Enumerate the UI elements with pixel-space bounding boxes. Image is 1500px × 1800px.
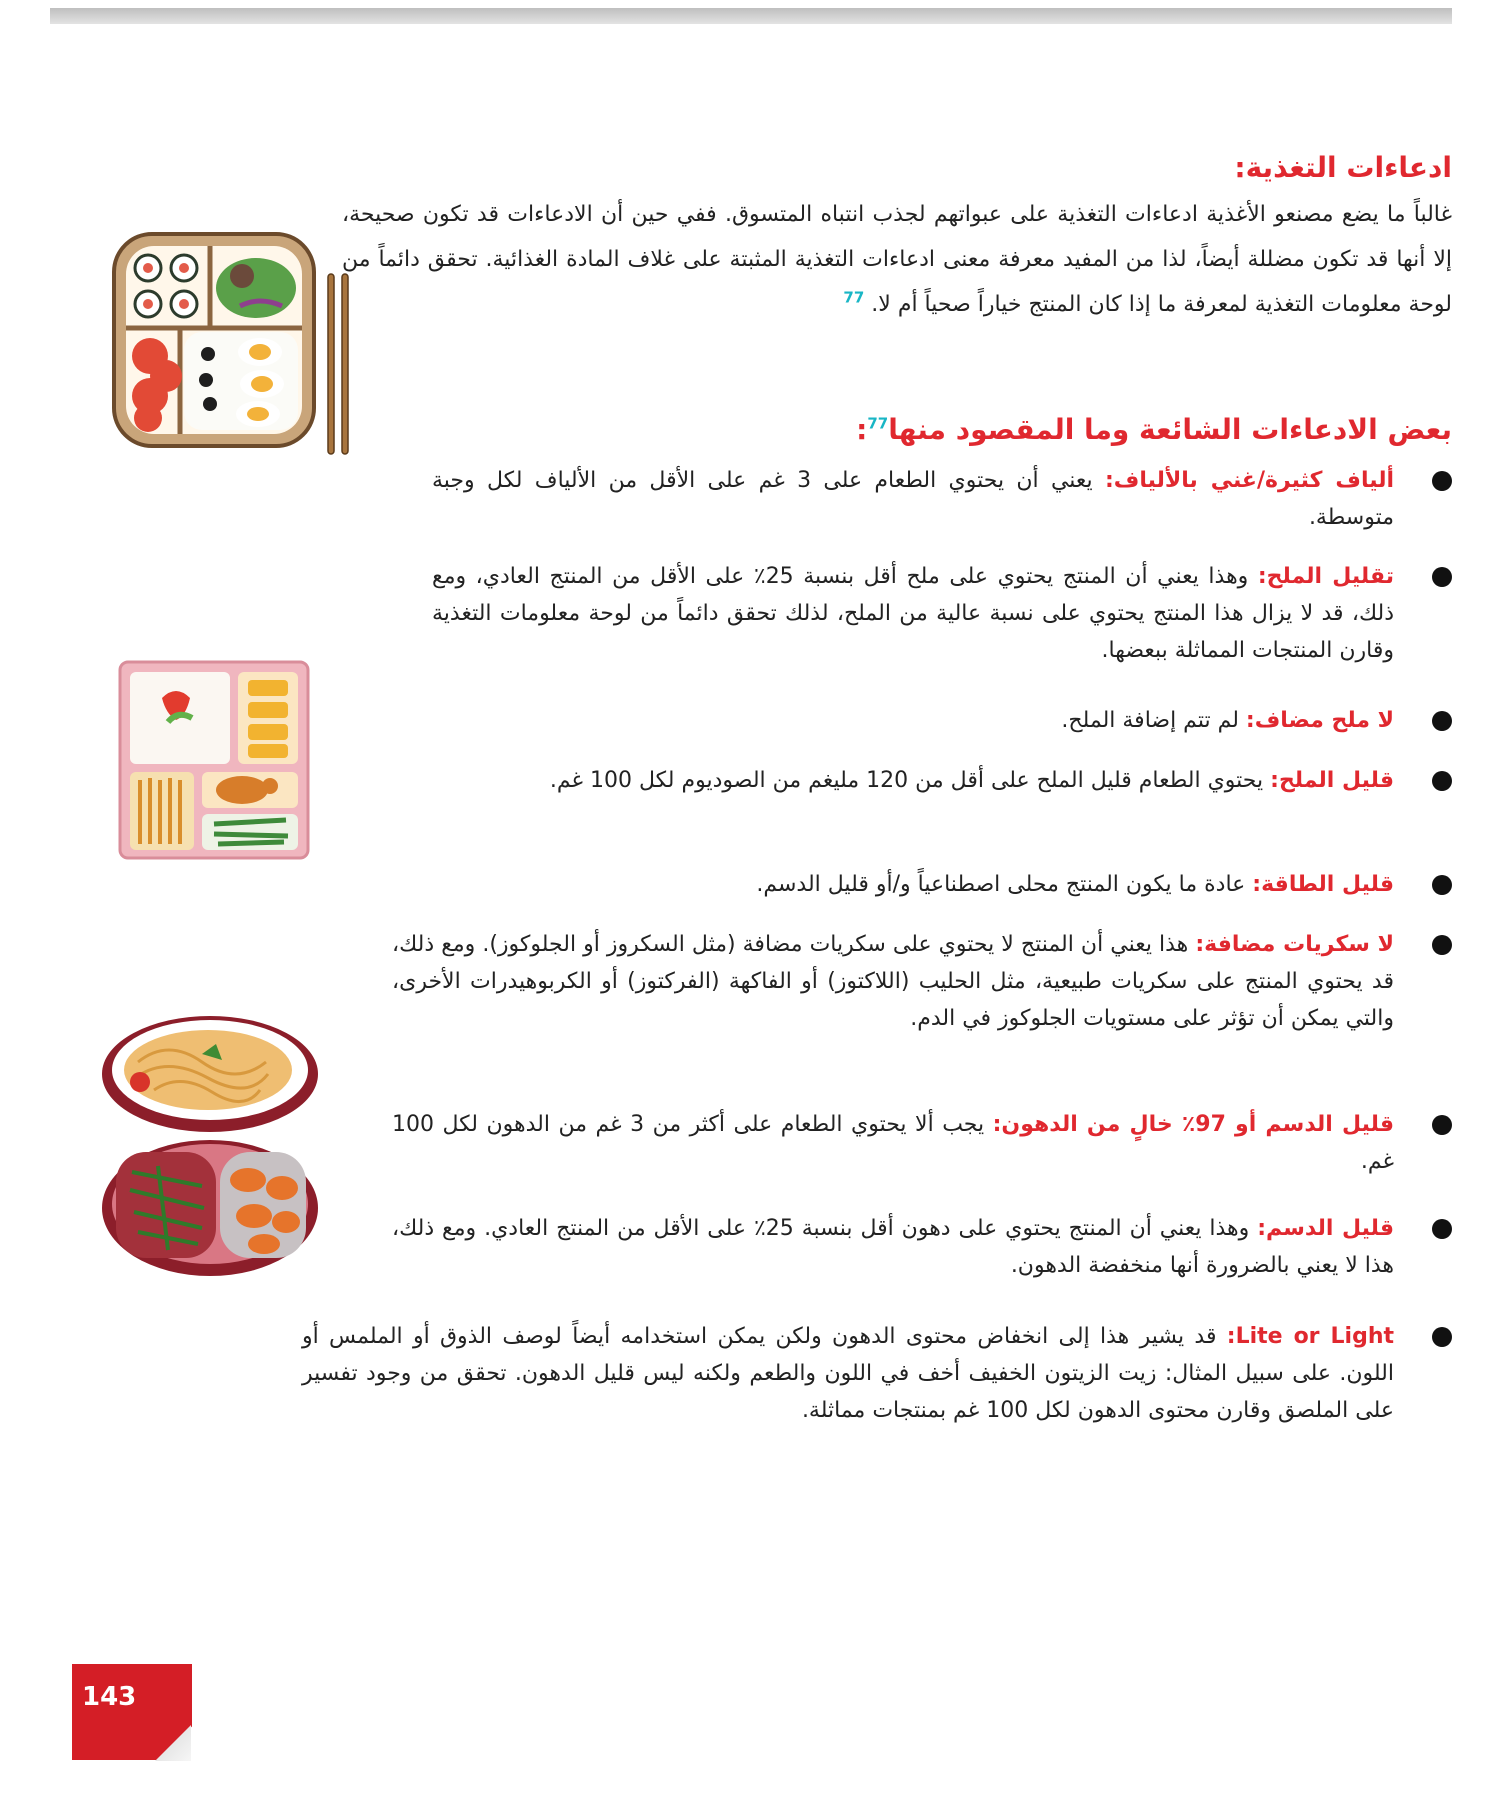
claim-text <box>432 558 1394 669</box>
claim-text <box>432 702 1394 739</box>
bullet-icon <box>1432 935 1452 955</box>
list-item <box>432 462 1452 536</box>
claim-description: وهذا يعني أن المنتج يحتوي على دهون أقل بنسبة 25٪ على الأقل من المنتج العادي. ومع ذلك، هذا لا يعني بالضرورة أنها منخفضة الدهون. <box>392 1216 1394 1278</box>
bullet-icon <box>1432 1327 1452 1347</box>
claim-term: لا ملح مضاف: <box>1245 708 1394 733</box>
claim-term: قليل الملح: <box>1270 768 1394 793</box>
list-item <box>392 1106 1452 1180</box>
list-item <box>302 1318 1452 1429</box>
pink-lunch-box-illustration <box>118 660 310 860</box>
claim-description: لم تتم إضافة الملح. <box>1061 708 1239 733</box>
claim-term: قليل الطاقة: <box>1252 872 1394 897</box>
claim-term: لا سكريات مضافة: <box>1195 932 1394 957</box>
page-number: 143 <box>82 1682 137 1712</box>
section-title-text: بعض الادعاءات الشائعة وما المقصود منها <box>888 413 1452 446</box>
claim-text <box>302 1318 1394 1429</box>
claim-text <box>432 866 1394 903</box>
bullet-icon <box>1432 771 1452 791</box>
claim-description: يجب ألا يحتوي الطعام على أكثر من 3 غم من الدهون لكل 100 غم. <box>392 1112 1394 1174</box>
claim-description: يحتوي الطعام قليل الملح على أقل من 120 مليغم من الصوديوم لكل 100 غم. <box>549 768 1264 793</box>
bullet-icon <box>1432 875 1452 895</box>
list-item <box>392 926 1452 1037</box>
section-title-colon: : <box>856 413 868 446</box>
bullet-icon <box>1432 567 1452 587</box>
intro-line: التغذية لمعرفة ما إذا كان المنتج خياراً صحياً أم لا. <box>871 292 1315 317</box>
intro-line: غالباً ما يضع مصنعو الأغذية ادعاءات التغذية على عبواتهم لجذب انتباه المتسوق. <box>724 202 1453 227</box>
claim-text <box>432 462 1394 536</box>
bullet-icon <box>1432 1115 1452 1135</box>
bento-box-illustration <box>110 228 360 458</box>
reference-number: 77 <box>867 414 889 433</box>
claim-text <box>392 1210 1394 1284</box>
pasta-and-salad-bowls-illustration <box>98 1012 328 1280</box>
bullet-icon <box>1432 1219 1452 1239</box>
section-title-nutrition-claims <box>1234 148 1452 188</box>
section-title-common-claims <box>856 410 1452 450</box>
claim-term: قليل الدسم أو 97٪ خالٍ من الدهون: <box>992 1112 1394 1137</box>
list-item <box>392 1210 1452 1284</box>
claim-text <box>392 926 1394 1037</box>
bullet-icon <box>1432 471 1452 491</box>
claim-description: عادة ما يكون المنتج محلى اصطناعياً و/أو قليل الدسم. <box>756 872 1246 897</box>
section-title-text: ادعاءات التغذية: <box>1234 151 1452 184</box>
list-item <box>432 866 1452 903</box>
list-item <box>432 702 1452 739</box>
claim-term: ألياف كثيرة/غني بالألياف: <box>1104 468 1394 493</box>
claim-description: قد يشير هذا إلى انخفاض محتوى الدهون ولكن يمكن استخدامه أيضاً لوصف الذوق أو الملمس أو اللون. على سبيل المثال: زيت الزيتون الخفيف أخف في اللون والطعم ولكنه ليس قليل الدهون. تحقق من وجود تفسير على الملصق وقارن محتوى الدهون لكل 100 غم بمنتجات مماثلة. <box>302 1324 1394 1423</box>
intro-line: معرفة معنى ادعاءات التغذية المثبتة على غلاف المادة الغذائية. تحقق دائماً من لوحة معلومات <box>342 247 1452 317</box>
claim-term: Lite or Light: <box>1226 1324 1394 1349</box>
list-item <box>432 558 1452 669</box>
claim-text <box>392 1106 1394 1180</box>
claim-text <box>452 762 1394 799</box>
list-item <box>452 762 1452 799</box>
intro-paragraph <box>342 192 1452 327</box>
bullet-icon <box>1432 711 1452 731</box>
claim-term: قليل الدسم: <box>1257 1216 1395 1241</box>
intro-line: ففي حين أن الادعاءات قد تكون صحيحة، إلا أنها قد تكون مضللة أيضاً، لذا من المفيد <box>342 202 1452 272</box>
claim-term: تقليل الملح: <box>1257 564 1394 589</box>
top-rule <box>50 8 1452 24</box>
claim-description: هذا يعني أن المنتج لا يحتوي على سكريات مضافة (مثل السكروز أو الجلوكوز). ومع ذلك، قد يحتوي المنتج على سكريات طبيعية، مثل الحليب (اللاكتوز) أو الفاكهة (الفركتوز) أو الكربوهيدرات الأخرى، والتي يمكن أن تؤثر على مستويات الجلوكوز في الدم. <box>392 932 1394 1031</box>
claim-description: وهذا يعني أن المنتج يحتوي على ملح أقل بنسبة 25٪ على الأقل من المنتج العادي، ومع ذلك، قد لا يزال هذا المنتج يحتوي على نسبة عالية من الملح، لذلك تحقق دائماً من لوحة معلومات التغذية وقارن المنتجات المماثلة ببعضها. <box>432 564 1394 663</box>
claim-description: يعني أن يحتوي الطعام على 3 غم على الأقل من الألياف لكل وجبة متوسطة. <box>432 468 1394 530</box>
reference-number: 77 <box>843 288 865 307</box>
